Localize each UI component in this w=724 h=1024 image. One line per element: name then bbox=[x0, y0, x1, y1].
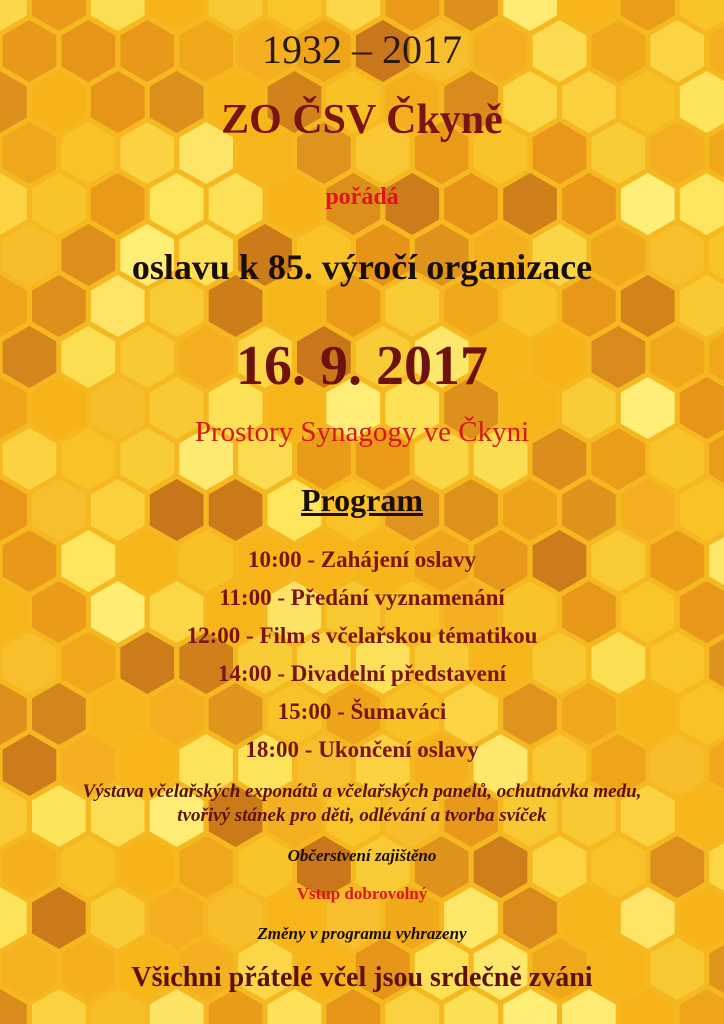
entry-note: Vstup dobrovolný bbox=[296, 884, 428, 903]
program-list bbox=[0, 541, 724, 769]
exhibition-note-line1: Výstava včelařských exponátů a včelařských panelů, ochutnávka medu, bbox=[82, 781, 642, 802]
program-item: 14:00 - Divadelní představení bbox=[217, 661, 507, 686]
years-heading: 1932 – 2017 bbox=[262, 27, 462, 72]
refreshments-note: Občerstvení zajištěno bbox=[287, 846, 437, 865]
venue-text: Prostory Synagogy ve Čkyni bbox=[194, 416, 530, 448]
event-description: oslavu k 85. výročí organizace bbox=[131, 247, 593, 287]
exhibition-note-line2: tvořivý stánek pro děti, odlévání a tvorba svíček bbox=[177, 805, 547, 826]
program-item: 12:00 - Film s včelařskou tématikou bbox=[186, 623, 538, 648]
program-item: 15:00 - Šumaváci bbox=[277, 699, 447, 724]
program-item: 11:00 - Předání vyznamenání bbox=[219, 585, 505, 610]
program-item: 18:00 - Ukončení oslavy bbox=[245, 737, 479, 762]
event-date: 16. 9. 2017 bbox=[236, 335, 488, 397]
exhibition-note bbox=[0, 780, 724, 828]
invitation-text: Všichni přátelé včel jsou srdečně zváni bbox=[131, 962, 593, 993]
organization-title: ZO ČSV Čkyně bbox=[221, 97, 503, 143]
program-title: Program bbox=[300, 482, 424, 518]
program-item: 10:00 - Zahájení oslavy bbox=[247, 547, 477, 572]
changes-note: Změny v programu vyhrazeny bbox=[257, 924, 467, 943]
presents-text: pořádá bbox=[325, 184, 399, 210]
